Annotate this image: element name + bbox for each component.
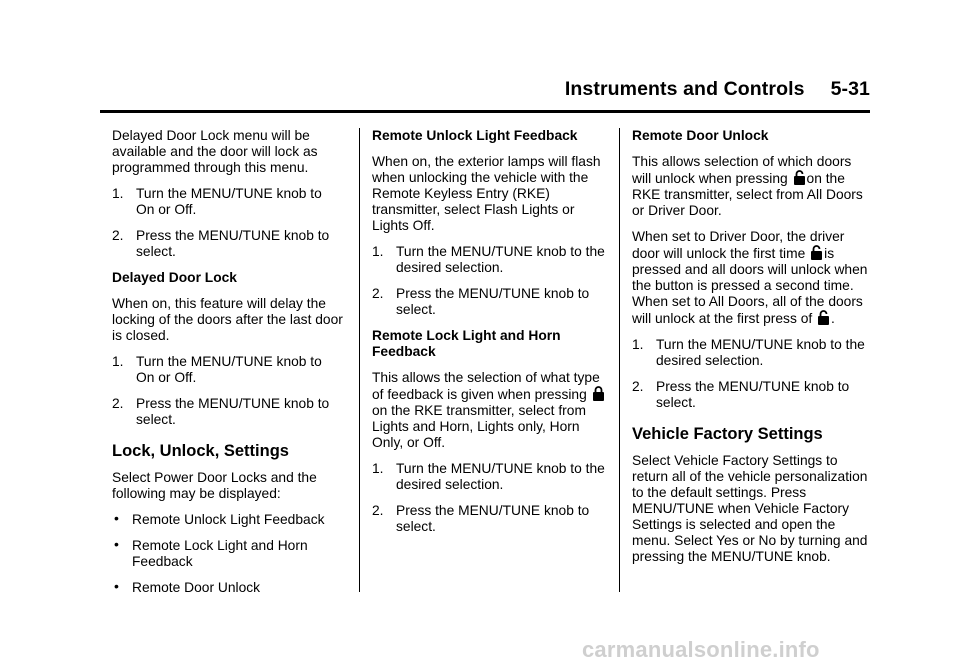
step-text: Press the MENU/TUNE knob to select. (136, 396, 330, 427)
lock-light-text-pre: This allows the selection of what type of feedback is given when pressing (372, 370, 600, 402)
driver-text-pre: When set to Driver Door, the driver door will unlock the first time (632, 229, 845, 261)
bullet-symbol: • (114, 510, 119, 526)
step-number: 2. (372, 503, 384, 518)
delayed-door-lock-paragraph: When on, this feature will delay the locking of the doors after the last door is closed. (112, 296, 343, 343)
bullet-text: Remote Unlock Light Feedback (132, 512, 325, 527)
factory-settings-paragraph: Select Vehicle Factory Settings to return all of the vehicle personalization to the default settings. Press MENU/TUNE when Vehicle Factory Settings is selected and open the menu. Select Yes or No by turning and pressing the MENU/TUNE knob. (632, 453, 868, 564)
step-number: 1. (112, 186, 124, 201)
bullet-item (112, 580, 344, 596)
driver-text-mid: is pressed and all doors will unlock when the button is pressed a second time. When set to All Doors, all of the doors will unlock at the first press of (632, 246, 868, 326)
step-item (372, 461, 608, 493)
lock-light-text-post: on the RKE transmitter, select from Lights and Horn, Lights only, Horn Only, or Off. (372, 403, 586, 450)
driver-door-paragraph (632, 229, 868, 327)
bullet-text: Remote Lock Light and Horn Feedback (132, 538, 308, 569)
header-rule (100, 110, 870, 113)
column-2 (372, 128, 608, 545)
step-item (372, 286, 608, 318)
lock-light-paragraph (372, 370, 608, 451)
step-item (372, 503, 608, 535)
page-header (0, 78, 870, 101)
bullet-symbol: • (114, 536, 119, 552)
section-paragraph: Select Power Door Locks and the following may be displayed: (112, 470, 317, 501)
step-text: Turn the MENU/TUNE knob to the desired selection. (656, 337, 865, 368)
step-number: 1. (632, 337, 644, 352)
unlock-light-paragraph: When on, the exterior lamps will flash when unlocking the vehicle with the Remote Keyless Entry (RKE) transmitter, select Flash Lights or Lights Off. (372, 154, 601, 233)
watermark: carmanualsonline.info (582, 637, 820, 662)
step-item (632, 379, 868, 411)
step-number: 2. (112, 228, 124, 243)
step-text: Turn the MENU/TUNE knob to On or Off. (136, 354, 322, 385)
step-number: 2. (372, 286, 384, 301)
step-number: 2. (112, 396, 124, 411)
lock-icon (592, 386, 605, 401)
step-item (112, 186, 344, 218)
bullet-item (112, 512, 344, 528)
unlock-icon (810, 245, 823, 260)
step-number: 1. (112, 354, 124, 369)
subheading-delayed-door-lock: Delayed Door Lock (112, 270, 237, 285)
door-unlock-text-post: on the RKE transmitter, select from All Doors or Driver Door. (632, 171, 863, 218)
page-number: 5-31 (830, 78, 870, 100)
bullet-item (112, 538, 344, 570)
step-item (112, 228, 344, 260)
step-text: Press the MENU/TUNE knob to select. (396, 286, 590, 317)
step-number: 1. (372, 461, 384, 476)
bullet-text: Remote Door Unlock (132, 580, 261, 595)
step-item (632, 337, 868, 369)
column-1 (112, 128, 344, 606)
step-number: 2. (632, 379, 644, 394)
step-text: Turn the MENU/TUNE knob to the desired selection. (396, 244, 605, 275)
step-item (372, 244, 608, 276)
step-text: Press the MENU/TUNE knob to select. (396, 503, 590, 534)
step-number: 1. (372, 244, 384, 259)
driver-text-post: . (831, 311, 835, 326)
column-divider (619, 128, 620, 592)
door-unlock-text-pre: This allows selection of which doors will unlock when pressing (632, 154, 852, 186)
intro-paragraph: Delayed Door Lock menu will be available and the door will lock as programmed through this menu. (112, 128, 318, 175)
section-heading-lock-unlock: Lock, Unlock, Settings (112, 442, 289, 460)
bullet-symbol: • (114, 578, 119, 594)
step-text: Turn the MENU/TUNE knob to the desired selection. (396, 461, 605, 492)
step-text: Press the MENU/TUNE knob to select. (136, 228, 330, 259)
section-heading-vehicle-factory: Vehicle Factory Settings (632, 425, 823, 443)
unlock-icon (793, 170, 806, 185)
subheading-remote-door-unlock: Remote Door Unlock (632, 128, 769, 143)
subheading-remote-lock-light: Remote Lock Light and Horn Feedback (372, 328, 561, 359)
step-item (112, 396, 344, 428)
step-text: Press the MENU/TUNE knob to select. (656, 379, 850, 410)
unlock-icon (817, 310, 830, 325)
column-3 (632, 128, 868, 575)
step-item (112, 354, 344, 386)
section-title: Instruments and Controls (564, 78, 805, 100)
door-unlock-paragraph (632, 154, 868, 219)
step-text: Turn the MENU/TUNE knob to On or Off. (136, 186, 322, 217)
column-divider (359, 128, 360, 592)
subheading-remote-unlock-light: Remote Unlock Light Feedback (372, 128, 578, 143)
